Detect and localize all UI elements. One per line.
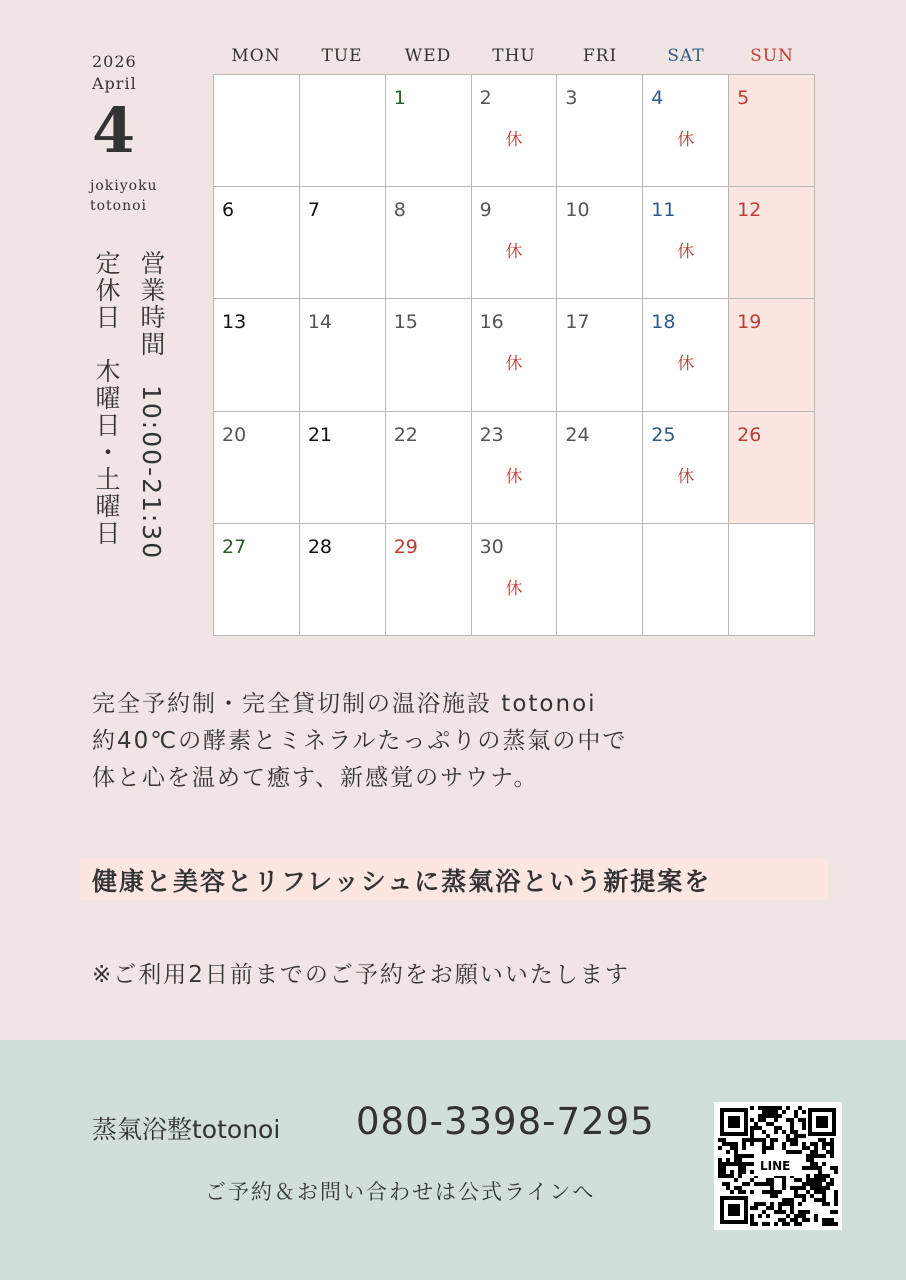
weekday-wed: WED: [404, 46, 452, 66]
phone-number[interactable]: 080-3398-7295: [356, 1100, 655, 1143]
calendar-day-number: 22: [393, 423, 418, 446]
regular-holidays: 定休日 木曜日・土曜日: [92, 250, 121, 547]
calendar-day-number: 16: [479, 311, 504, 334]
calendar-day-number: 9: [479, 199, 492, 222]
calendar-day-number: 25: [651, 423, 676, 446]
calendar-cell: [300, 299, 386, 411]
description-line-2: 約40℃の酵素とミネラルたっぷりの蒸氣の中で: [92, 728, 628, 754]
weekday-mon: MON: [231, 46, 281, 66]
calendar-day-number: 1: [393, 87, 406, 109]
calendar-cell: [472, 412, 558, 524]
calendar-cell: [557, 524, 643, 636]
weekday-tue: TUE: [321, 46, 363, 66]
calendar-cell: [643, 75, 729, 187]
calendar-day-number: 17: [565, 311, 590, 334]
business-hours: 営業時間 10:00-21:30: [137, 250, 166, 561]
calendar-cell: [214, 412, 300, 524]
line-qr-code[interactable]: [714, 1102, 842, 1230]
calendar-cell: [214, 299, 300, 411]
description-line-3: 体と心を温めて癒す、新感覚のサウナ。: [92, 765, 539, 791]
calendar-cell: [300, 187, 386, 299]
calendar-cell: [386, 412, 472, 524]
highlight-text: 健康と美容とリフレッシュに蒸氣浴という新提案を: [92, 867, 712, 896]
calendar-day-number: 10: [565, 199, 590, 222]
calendar-day-number: 18: [651, 311, 676, 334]
calendar-cell: [300, 75, 386, 187]
calendar-day-number: 21: [307, 423, 333, 446]
calendar-cell: [729, 75, 815, 187]
calendar-day-number: 7: [307, 199, 320, 222]
calendar-cell: [214, 524, 300, 636]
calendar-cell: [557, 412, 643, 524]
weekday-sun: SUN: [750, 46, 794, 66]
calendar-cell: [214, 187, 300, 299]
weekday-header: [213, 46, 815, 70]
calendar-month-number: 4: [92, 94, 136, 167]
calendar-day-number: 11: [651, 199, 676, 222]
calendar-cell: [300, 412, 386, 524]
calendar-cell: [472, 299, 558, 411]
calendar-cell: [472, 187, 558, 299]
calendar-day-number: 3: [565, 87, 578, 109]
calendar-day-number: 24: [565, 423, 590, 446]
weekday-sat: SAT: [667, 46, 705, 66]
calendar-day-number: 28: [307, 535, 333, 558]
calendar-day-number: 14: [307, 311, 333, 334]
calendar-day-number: 12: [737, 199, 762, 222]
qr-line-label: LINE: [760, 1159, 791, 1173]
calendar-day-number: 26: [737, 423, 762, 446]
calendar-cell: [643, 187, 729, 299]
calendar-day-number: 8: [393, 199, 406, 222]
closed-day-label: 休: [505, 242, 523, 263]
shop-romaji-line1: jokiyoku: [90, 178, 158, 194]
calendar-day-number: 29: [393, 535, 418, 558]
calendar-cell: [557, 75, 643, 187]
calendar-day-number: 23: [479, 423, 504, 446]
reservation-note: ※ご利用2日前までのご予約をお願いいたします: [92, 962, 630, 988]
calendar-cell: [557, 299, 643, 411]
calendar-cell: [729, 187, 815, 299]
description: [92, 686, 627, 797]
calendar-cell: [386, 299, 472, 411]
closed-day-label: 休: [677, 466, 695, 487]
closed-day-label: 休: [505, 130, 523, 150]
calendar-day-number: 27: [222, 535, 247, 558]
calendar-day-number: 2: [479, 87, 492, 109]
closed-day-label: 休: [505, 578, 523, 599]
calendar-cell: [729, 412, 815, 524]
calendar-day-number: 13: [222, 311, 247, 334]
calendar-day-number: 5: [737, 87, 750, 109]
description-line-1: 完全予約制・完全貸切制の温浴施設 totonoi: [92, 691, 597, 717]
calendar-cell: [386, 75, 472, 187]
calendar-cell: [729, 299, 815, 411]
calendar-day-number: 20: [222, 423, 247, 446]
calendar-year: 2026: [92, 52, 137, 71]
closed-day-label: 休: [677, 130, 695, 150]
footer-contact-info: ご予約＆お問い合わせは公式ラインへ: [205, 1180, 596, 1204]
calendar-month-name: April: [92, 74, 137, 93]
shop-romaji-line2: totonoi: [90, 198, 148, 214]
closed-day-label: 休: [505, 466, 523, 487]
calendar-cell: [386, 524, 472, 636]
closed-day-label: 休: [677, 242, 695, 263]
closed-day-label: 休: [677, 354, 695, 375]
weekday-fri: FRI: [582, 46, 618, 66]
calendar-cell: [643, 524, 729, 636]
calendar-cell: [643, 299, 729, 411]
calendar-cell: [300, 524, 386, 636]
footer-shop-name: 蒸氣浴整totonoi: [92, 1115, 281, 1144]
weekday-thu: THU: [492, 46, 536, 66]
calendar-cell: [386, 187, 472, 299]
calendar-cell: [472, 75, 558, 187]
calendar-cell: [729, 524, 815, 636]
calendar-grid: [213, 74, 815, 636]
closed-day-label: 休: [505, 354, 523, 375]
calendar-cell: [214, 75, 300, 187]
calendar-day-number: 15: [393, 311, 418, 334]
calendar-day-number: 19: [737, 311, 762, 334]
calendar-cell: [557, 187, 643, 299]
calendar-cell: [643, 412, 729, 524]
calendar-day-number: 6: [222, 199, 235, 222]
calendar-day-number: 30: [479, 535, 504, 558]
calendar-cell: [472, 524, 558, 636]
calendar-day-number: 4: [651, 87, 664, 109]
